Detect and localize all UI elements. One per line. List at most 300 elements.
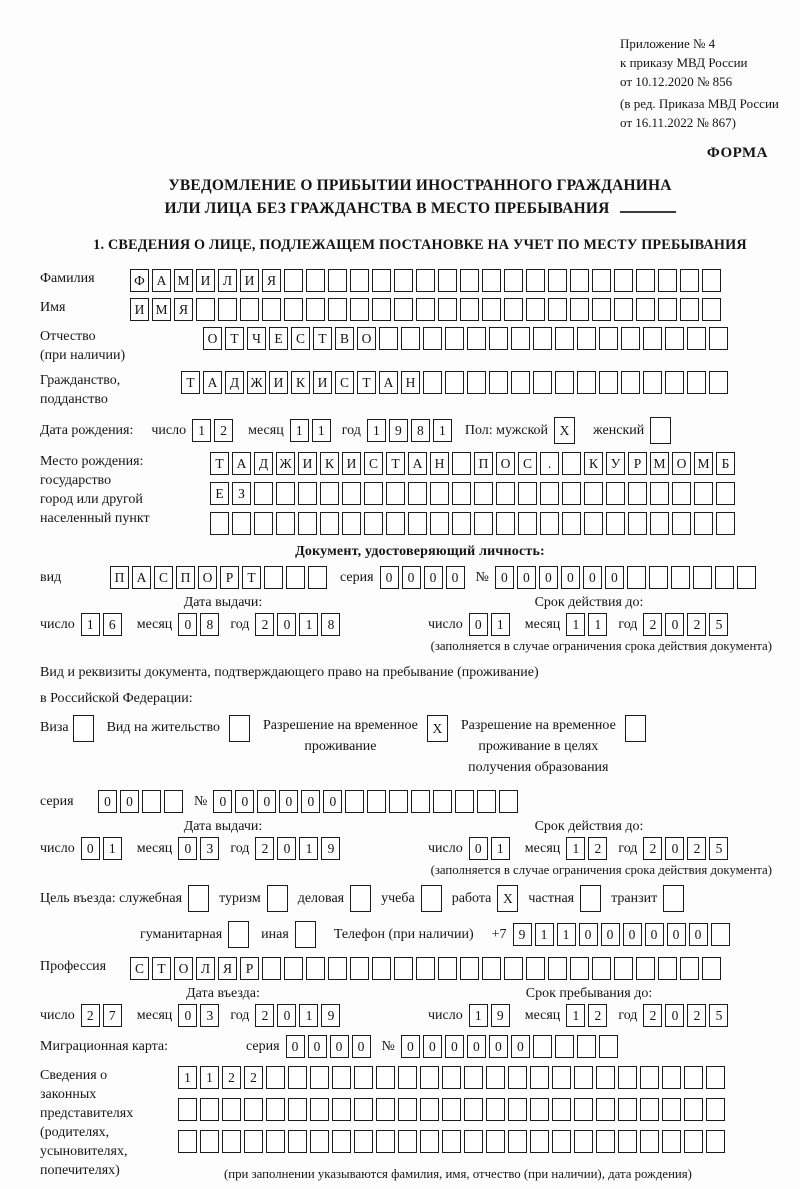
- char-box[interactable]: П: [176, 566, 195, 589]
- char-box[interactable]: [618, 1066, 637, 1089]
- char-box[interactable]: [320, 512, 339, 535]
- char-box[interactable]: 0: [178, 1004, 197, 1027]
- char-box[interactable]: [711, 923, 730, 946]
- char-box[interactable]: [350, 957, 369, 980]
- char-box[interactable]: А: [379, 371, 398, 394]
- char-box[interactable]: 9: [491, 1004, 510, 1027]
- char-box[interactable]: Т: [242, 566, 261, 589]
- char-box[interactable]: [574, 1130, 593, 1153]
- char-box[interactable]: [489, 371, 508, 394]
- char-box[interactable]: Н: [401, 371, 420, 394]
- char-box[interactable]: [715, 566, 734, 589]
- char-box[interactable]: 0: [178, 837, 197, 860]
- char-box[interactable]: [533, 371, 552, 394]
- char-box[interactable]: [693, 566, 712, 589]
- char-box[interactable]: [354, 1130, 373, 1153]
- char-box[interactable]: [687, 327, 706, 350]
- char-box[interactable]: [332, 1066, 351, 1089]
- char-box[interactable]: 8: [411, 419, 430, 442]
- char-box[interactable]: [548, 957, 567, 980]
- char-box[interactable]: [694, 512, 713, 535]
- char-box[interactable]: 1: [200, 1066, 219, 1089]
- char-box[interactable]: [580, 885, 601, 912]
- char-box[interactable]: 1: [192, 419, 211, 442]
- char-box[interactable]: [574, 1066, 593, 1089]
- char-box[interactable]: [562, 512, 581, 535]
- char-box[interactable]: [508, 1130, 527, 1153]
- char-box[interactable]: Р: [628, 452, 647, 475]
- char-box[interactable]: [636, 298, 655, 321]
- char-box[interactable]: [482, 298, 501, 321]
- char-box[interactable]: [438, 269, 457, 292]
- char-box[interactable]: [310, 1098, 329, 1121]
- char-box[interactable]: 1: [566, 1004, 585, 1027]
- char-box[interactable]: [342, 512, 361, 535]
- char-box[interactable]: [467, 371, 486, 394]
- char-box[interactable]: [552, 1066, 571, 1089]
- char-box[interactable]: [320, 482, 339, 505]
- char-box[interactable]: [577, 1035, 596, 1058]
- char-box[interactable]: Ч: [247, 327, 266, 350]
- char-box[interactable]: [416, 957, 435, 980]
- char-box[interactable]: [548, 269, 567, 292]
- char-box[interactable]: [266, 1130, 285, 1153]
- char-box[interactable]: 0: [120, 790, 139, 813]
- char-box[interactable]: П: [474, 452, 493, 475]
- char-box[interactable]: 1: [491, 837, 510, 860]
- char-box[interactable]: [298, 512, 317, 535]
- char-box[interactable]: [420, 1130, 439, 1153]
- char-box[interactable]: [372, 269, 391, 292]
- char-box[interactable]: В: [335, 327, 354, 350]
- char-box[interactable]: И: [269, 371, 288, 394]
- char-box[interactable]: А: [152, 269, 171, 292]
- char-box[interactable]: [438, 298, 457, 321]
- char-box[interactable]: [518, 482, 537, 505]
- char-box[interactable]: [694, 482, 713, 505]
- char-box[interactable]: X: [497, 885, 518, 912]
- char-box[interactable]: [210, 512, 229, 535]
- char-box[interactable]: 0: [605, 566, 624, 589]
- char-box[interactable]: [614, 269, 633, 292]
- char-box[interactable]: [244, 1098, 263, 1121]
- char-box[interactable]: [592, 957, 611, 980]
- char-box[interactable]: [592, 298, 611, 321]
- char-box[interactable]: [423, 327, 442, 350]
- char-box[interactable]: Т: [152, 957, 171, 980]
- char-box[interactable]: [200, 1130, 219, 1153]
- char-box[interactable]: [508, 1098, 527, 1121]
- char-box[interactable]: [562, 452, 581, 475]
- char-box[interactable]: 2: [222, 1066, 241, 1089]
- char-box[interactable]: [421, 885, 442, 912]
- char-box[interactable]: Т: [386, 452, 405, 475]
- char-box[interactable]: 0: [277, 613, 296, 636]
- char-box[interactable]: [499, 790, 518, 813]
- char-box[interactable]: [372, 298, 391, 321]
- char-box[interactable]: [367, 790, 386, 813]
- char-box[interactable]: [614, 298, 633, 321]
- char-box[interactable]: [530, 1098, 549, 1121]
- char-box[interactable]: [262, 298, 281, 321]
- char-box[interactable]: 0: [380, 566, 399, 589]
- char-box[interactable]: И: [196, 269, 215, 292]
- char-box[interactable]: 0: [467, 1035, 486, 1058]
- char-box[interactable]: [240, 298, 259, 321]
- char-box[interactable]: [680, 298, 699, 321]
- char-box[interactable]: [627, 566, 646, 589]
- char-box[interactable]: [706, 1098, 725, 1121]
- char-box[interactable]: [570, 957, 589, 980]
- char-box[interactable]: [650, 417, 671, 444]
- char-box[interactable]: Т: [210, 452, 229, 475]
- char-box[interactable]: О: [203, 327, 222, 350]
- char-box[interactable]: Н: [430, 452, 449, 475]
- char-box[interactable]: [464, 1066, 483, 1089]
- char-box[interactable]: 9: [321, 1004, 340, 1027]
- char-box[interactable]: 0: [235, 790, 254, 813]
- char-box[interactable]: 0: [495, 566, 514, 589]
- char-box[interactable]: 1: [299, 1004, 318, 1027]
- char-box[interactable]: [460, 298, 479, 321]
- char-box[interactable]: [254, 512, 273, 535]
- char-box[interactable]: [702, 298, 721, 321]
- char-box[interactable]: [306, 298, 325, 321]
- char-box[interactable]: 2: [643, 1004, 662, 1027]
- char-box[interactable]: [398, 1098, 417, 1121]
- char-box[interactable]: [416, 269, 435, 292]
- char-box[interactable]: [430, 512, 449, 535]
- char-box[interactable]: [574, 1098, 593, 1121]
- char-box[interactable]: [562, 482, 581, 505]
- char-box[interactable]: [592, 269, 611, 292]
- char-box[interactable]: [464, 1130, 483, 1153]
- char-box[interactable]: [643, 371, 662, 394]
- char-box[interactable]: [662, 1066, 681, 1089]
- char-box[interactable]: 1: [290, 419, 309, 442]
- char-box[interactable]: Ж: [247, 371, 266, 394]
- char-box[interactable]: [295, 921, 316, 948]
- char-box[interactable]: 1: [491, 613, 510, 636]
- char-box[interactable]: [504, 298, 523, 321]
- char-box[interactable]: [706, 1066, 725, 1089]
- char-box[interactable]: Т: [225, 327, 244, 350]
- char-box[interactable]: З: [232, 482, 251, 505]
- char-box[interactable]: 2: [81, 1004, 100, 1027]
- char-box[interactable]: О: [357, 327, 376, 350]
- char-box[interactable]: [379, 327, 398, 350]
- char-box[interactable]: 8: [200, 613, 219, 636]
- char-box[interactable]: [599, 371, 618, 394]
- char-box[interactable]: [460, 957, 479, 980]
- char-box[interactable]: 0: [469, 613, 488, 636]
- char-box[interactable]: [218, 298, 237, 321]
- char-box[interactable]: [276, 482, 295, 505]
- char-box[interactable]: А: [232, 452, 251, 475]
- char-box[interactable]: 0: [469, 837, 488, 860]
- char-box[interactable]: [445, 327, 464, 350]
- char-box[interactable]: [394, 298, 413, 321]
- char-box[interactable]: .: [540, 452, 559, 475]
- char-box[interactable]: 0: [323, 790, 342, 813]
- char-box[interactable]: [496, 512, 515, 535]
- char-box[interactable]: [386, 512, 405, 535]
- char-box[interactable]: [228, 921, 249, 948]
- char-box[interactable]: Т: [357, 371, 376, 394]
- char-box[interactable]: [526, 269, 545, 292]
- char-box[interactable]: Ф: [130, 269, 149, 292]
- char-box[interactable]: 2: [214, 419, 233, 442]
- char-box[interactable]: 2: [588, 837, 607, 860]
- char-box[interactable]: [716, 482, 735, 505]
- char-box[interactable]: [308, 566, 327, 589]
- char-box[interactable]: [640, 1066, 659, 1089]
- char-box[interactable]: [332, 1130, 351, 1153]
- char-box[interactable]: [445, 371, 464, 394]
- char-box[interactable]: 0: [583, 566, 602, 589]
- char-box[interactable]: 1: [566, 613, 585, 636]
- char-box[interactable]: [486, 1066, 505, 1089]
- char-box[interactable]: [577, 371, 596, 394]
- char-box[interactable]: [284, 269, 303, 292]
- char-box[interactable]: О: [496, 452, 515, 475]
- char-box[interactable]: [164, 790, 183, 813]
- char-box[interactable]: 3: [200, 837, 219, 860]
- char-box[interactable]: [672, 482, 691, 505]
- char-box[interactable]: И: [130, 298, 149, 321]
- char-box[interactable]: [310, 1066, 329, 1089]
- char-box[interactable]: [511, 327, 530, 350]
- char-box[interactable]: 2: [244, 1066, 263, 1089]
- char-box[interactable]: Т: [181, 371, 200, 394]
- char-box[interactable]: [178, 1130, 197, 1153]
- char-box[interactable]: [737, 566, 756, 589]
- char-box[interactable]: [482, 269, 501, 292]
- char-box[interactable]: О: [174, 957, 193, 980]
- char-box[interactable]: [496, 482, 515, 505]
- char-box[interactable]: 1: [557, 923, 576, 946]
- char-box[interactable]: М: [694, 452, 713, 475]
- char-box[interactable]: [665, 371, 684, 394]
- char-box[interactable]: [702, 957, 721, 980]
- char-box[interactable]: [636, 957, 655, 980]
- char-box[interactable]: 0: [601, 923, 620, 946]
- char-box[interactable]: [555, 1035, 574, 1058]
- char-box[interactable]: С: [130, 957, 149, 980]
- char-box[interactable]: [555, 327, 574, 350]
- char-box[interactable]: [376, 1130, 395, 1153]
- char-box[interactable]: [489, 327, 508, 350]
- char-box[interactable]: Л: [196, 957, 215, 980]
- char-box[interactable]: [614, 957, 633, 980]
- char-box[interactable]: [188, 885, 209, 912]
- char-box[interactable]: [504, 957, 523, 980]
- char-box[interactable]: [625, 715, 646, 742]
- char-box[interactable]: [467, 327, 486, 350]
- char-box[interactable]: 0: [178, 613, 197, 636]
- char-box[interactable]: 0: [424, 566, 443, 589]
- char-box[interactable]: 0: [402, 566, 421, 589]
- char-box[interactable]: [73, 715, 94, 742]
- char-box[interactable]: [229, 715, 250, 742]
- char-box[interactable]: [222, 1130, 241, 1153]
- char-box[interactable]: 2: [255, 837, 274, 860]
- char-box[interactable]: М: [152, 298, 171, 321]
- char-box[interactable]: Е: [210, 482, 229, 505]
- char-box[interactable]: [482, 957, 501, 980]
- char-box[interactable]: [222, 1098, 241, 1121]
- char-box[interactable]: [350, 269, 369, 292]
- char-box[interactable]: [628, 482, 647, 505]
- char-box[interactable]: Е: [269, 327, 288, 350]
- char-box[interactable]: [288, 1130, 307, 1153]
- char-box[interactable]: [621, 371, 640, 394]
- char-box[interactable]: [394, 269, 413, 292]
- char-box[interactable]: 1: [103, 837, 122, 860]
- char-box[interactable]: [504, 269, 523, 292]
- char-box[interactable]: 3: [200, 1004, 219, 1027]
- char-box[interactable]: П: [110, 566, 129, 589]
- char-box[interactable]: 2: [643, 837, 662, 860]
- char-box[interactable]: Ж: [276, 452, 295, 475]
- char-box[interactable]: [452, 482, 471, 505]
- char-box[interactable]: [552, 1098, 571, 1121]
- char-box[interactable]: [687, 371, 706, 394]
- char-box[interactable]: [530, 1130, 549, 1153]
- char-box[interactable]: [570, 269, 589, 292]
- char-box[interactable]: 0: [667, 923, 686, 946]
- char-box[interactable]: [196, 298, 215, 321]
- char-box[interactable]: 5: [709, 837, 728, 860]
- char-box[interactable]: [433, 790, 452, 813]
- char-box[interactable]: 8: [321, 613, 340, 636]
- char-box[interactable]: [408, 482, 427, 505]
- char-box[interactable]: [376, 1066, 395, 1089]
- char-box[interactable]: [577, 327, 596, 350]
- char-box[interactable]: К: [291, 371, 310, 394]
- char-box[interactable]: [286, 566, 305, 589]
- char-box[interactable]: [533, 1035, 552, 1058]
- char-box[interactable]: [684, 1130, 703, 1153]
- char-box[interactable]: [640, 1130, 659, 1153]
- char-box[interactable]: [328, 298, 347, 321]
- char-box[interactable]: [508, 1066, 527, 1089]
- char-box[interactable]: [684, 1066, 703, 1089]
- char-box[interactable]: [643, 327, 662, 350]
- char-box[interactable]: 0: [445, 1035, 464, 1058]
- char-box[interactable]: [438, 957, 457, 980]
- char-box[interactable]: 0: [539, 566, 558, 589]
- char-box[interactable]: [540, 482, 559, 505]
- char-box[interactable]: [200, 1098, 219, 1121]
- char-box[interactable]: С: [335, 371, 354, 394]
- char-box[interactable]: Р: [240, 957, 259, 980]
- char-box[interactable]: 9: [389, 419, 408, 442]
- char-box[interactable]: 0: [561, 566, 580, 589]
- char-box[interactable]: [486, 1130, 505, 1153]
- char-box[interactable]: 1: [81, 613, 100, 636]
- char-box[interactable]: [596, 1130, 615, 1153]
- char-box[interactable]: [649, 566, 668, 589]
- char-box[interactable]: 0: [98, 790, 117, 813]
- char-box[interactable]: [540, 512, 559, 535]
- char-box[interactable]: [354, 1098, 373, 1121]
- char-box[interactable]: [398, 1066, 417, 1089]
- char-box[interactable]: [636, 269, 655, 292]
- char-box[interactable]: 0: [665, 1004, 684, 1027]
- char-box[interactable]: [411, 790, 430, 813]
- char-box[interactable]: [486, 1098, 505, 1121]
- char-box[interactable]: 0: [489, 1035, 508, 1058]
- char-box[interactable]: 0: [623, 923, 642, 946]
- char-box[interactable]: С: [518, 452, 537, 475]
- char-box[interactable]: [658, 269, 677, 292]
- char-box[interactable]: [584, 482, 603, 505]
- char-box[interactable]: И: [313, 371, 332, 394]
- char-box[interactable]: [266, 1066, 285, 1089]
- char-box[interactable]: 6: [103, 613, 122, 636]
- char-box[interactable]: [244, 1130, 263, 1153]
- char-box[interactable]: [606, 482, 625, 505]
- char-box[interactable]: [518, 512, 537, 535]
- char-box[interactable]: [474, 482, 493, 505]
- char-box[interactable]: Я: [174, 298, 193, 321]
- char-box[interactable]: С: [364, 452, 383, 475]
- char-box[interactable]: Р: [220, 566, 239, 589]
- char-box[interactable]: [342, 482, 361, 505]
- char-box[interactable]: 1: [588, 613, 607, 636]
- char-box[interactable]: К: [584, 452, 603, 475]
- char-box[interactable]: [533, 327, 552, 350]
- char-box[interactable]: [350, 298, 369, 321]
- char-box[interactable]: [306, 957, 325, 980]
- char-box[interactable]: [662, 1098, 681, 1121]
- char-box[interactable]: [599, 327, 618, 350]
- char-box[interactable]: 5: [709, 1004, 728, 1027]
- char-box[interactable]: [354, 1066, 373, 1089]
- char-box[interactable]: 1: [299, 837, 318, 860]
- char-box[interactable]: 1: [566, 837, 585, 860]
- char-box[interactable]: 0: [645, 923, 664, 946]
- char-box[interactable]: [408, 512, 427, 535]
- char-box[interactable]: Б: [716, 452, 735, 475]
- char-box[interactable]: 0: [81, 837, 100, 860]
- char-box[interactable]: [650, 512, 669, 535]
- char-box[interactable]: [662, 1130, 681, 1153]
- char-box[interactable]: [570, 298, 589, 321]
- char-box[interactable]: 1: [178, 1066, 197, 1089]
- char-box[interactable]: X: [554, 417, 575, 444]
- char-box[interactable]: 1: [535, 923, 554, 946]
- char-box[interactable]: [584, 512, 603, 535]
- char-box[interactable]: О: [672, 452, 691, 475]
- char-box[interactable]: 1: [299, 613, 318, 636]
- char-box[interactable]: [288, 1098, 307, 1121]
- char-box[interactable]: [474, 512, 493, 535]
- char-box[interactable]: [684, 1098, 703, 1121]
- char-box[interactable]: 0: [446, 566, 465, 589]
- char-box[interactable]: 0: [689, 923, 708, 946]
- char-box[interactable]: 9: [513, 923, 532, 946]
- char-box[interactable]: [416, 298, 435, 321]
- char-box[interactable]: 1: [367, 419, 386, 442]
- char-box[interactable]: 0: [277, 837, 296, 860]
- char-box[interactable]: [442, 1066, 461, 1089]
- char-box[interactable]: [702, 269, 721, 292]
- char-box[interactable]: [618, 1130, 637, 1153]
- char-box[interactable]: [621, 327, 640, 350]
- char-box[interactable]: 0: [330, 1035, 349, 1058]
